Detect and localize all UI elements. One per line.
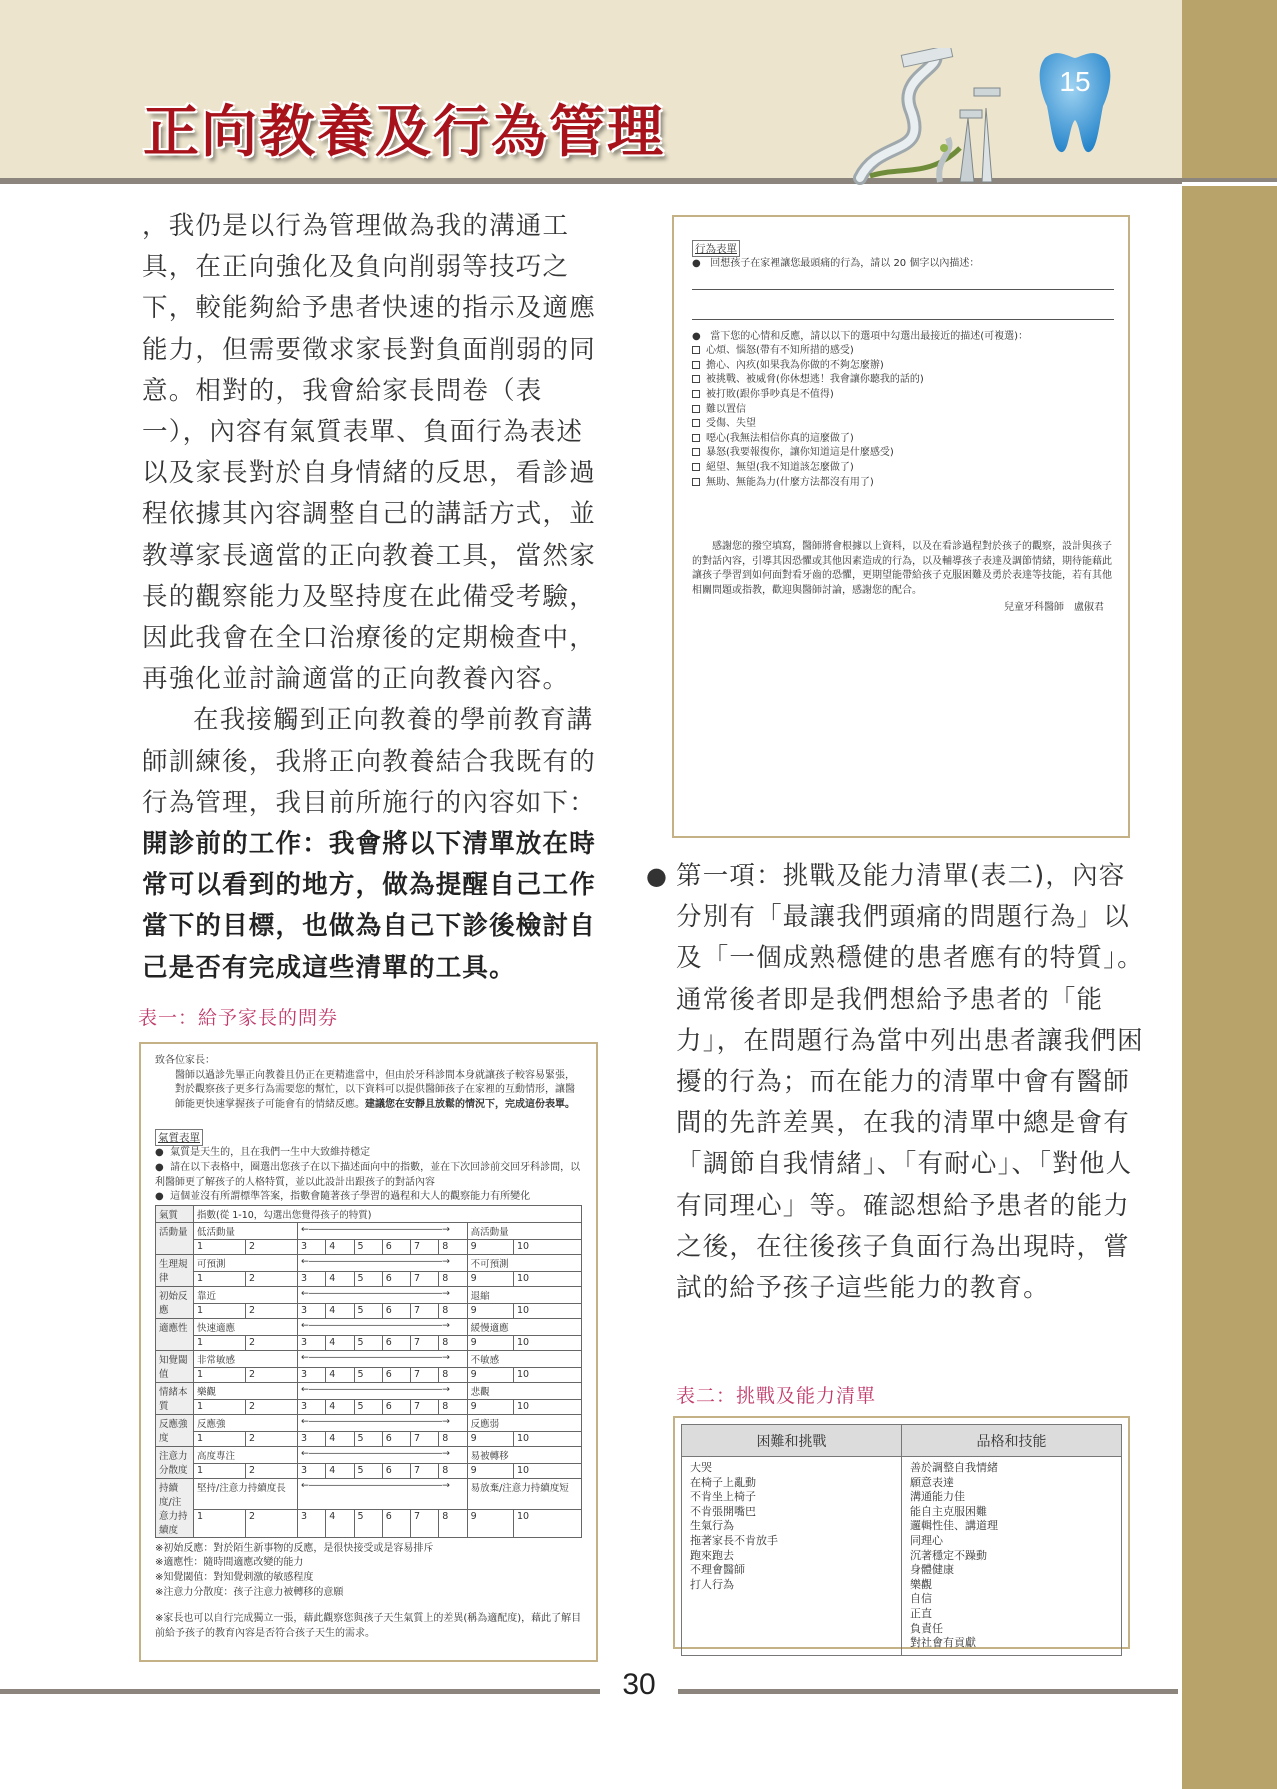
footer-divider [0,1689,600,1694]
trait-high: 不敏感 [467,1350,581,1367]
scale-cell[interactable]: 2 [246,1271,298,1286]
trait-low: 快速適應 [194,1318,298,1335]
checkbox-option[interactable] [692,388,1114,403]
answer-line [692,290,1114,320]
checkbox-option[interactable] [692,373,1114,388]
trait-low: 高度專注 [194,1446,298,1463]
scale-cell[interactable]: 8 [439,1335,467,1350]
scale-row [156,1510,582,1538]
skills-list [902,1457,1122,1656]
column-header: 困難和挑戰 [682,1425,902,1457]
scale-row [156,1463,582,1478]
bullet-item: ● 氣質是天生的，且在我們一生中大致維持穩定 [155,1147,371,1159]
trait-low: 低活動量 [194,1222,298,1239]
skill-item: 善於調整自我情緒 [910,1461,998,1474]
note: ※知覺閾值：對知覺刺激的敏感程度 [155,1571,314,1583]
scale-cell[interactable]: 3 [298,1431,326,1446]
scale-cell[interactable]: 10 [513,1271,581,1286]
temperament-row [156,1318,582,1335]
option-label: 受傷、失望 [706,418,756,430]
header-cell: 指數(從 1-10，勾選出您覺得孩子的特質) [194,1205,582,1222]
tooth-icon [1035,46,1115,158]
scale-cell[interactable]: 4 [326,1399,354,1414]
challenges-list [682,1457,902,1656]
scale-row [156,1303,582,1318]
scale-cell[interactable]: 1 [194,1303,246,1318]
table2-caption: 表二：挑戰及能力清單 [676,1385,877,1407]
scale-cell[interactable]: 4 [326,1303,354,1318]
left-body-text [142,206,604,989]
trait-high: 緩慢適應 [467,1318,581,1335]
skill-item: 願意表達 [910,1475,954,1489]
temperament-title: 氣質表單 [155,1129,203,1146]
scale-cell[interactable]: 7 [411,1239,439,1254]
scale-cell[interactable]: 3 [298,1271,326,1286]
scale-cell[interactable]: 3 [298,1399,326,1414]
scale-arrow: ←――――――――――――――→ [298,1254,468,1271]
trait-high: 高活動量 [467,1222,581,1239]
trait-name: 活動量 [156,1222,194,1254]
closing-text: 感謝您的撥空填寫，醫師將會根據以上資料，以及在看診過程對於孩子的觀察，設計與孩子的對話內容，引導其因恐懼或其他因素造成的行為，以及輔導孩子表達及調節情緒，期待能藉此讓孩子學習到如何面對看牙齒的恐懼，更期望能帶給孩子克服困難及勇於表達等技能，若有其他相關問題或指教，歡迎與醫師討論，感謝您的配合。 [692,541,1112,596]
trait-high: 悲觀 [467,1382,581,1399]
option-label: 心煩、惱怒(帶有不知所措的感受) [706,345,854,357]
skill-item: 身體健康 [910,1563,954,1577]
scale-cell[interactable]: 3 [298,1239,326,1254]
temperament-row [156,1286,582,1303]
scale-cell[interactable]: 6 [382,1367,410,1382]
challenge-item: 跑來跑去 [690,1548,734,1562]
greeting: 致各位家長： [155,1055,215,1066]
scale-cell[interactable]: 2 [246,1367,298,1382]
scale-cell[interactable]: 3 [298,1510,326,1538]
feelings-prompt: ● 當下您的心情和反應，請以以下的選項中勾選出最接近的描述(可複選)： [692,330,1029,342]
temperament-row [156,1382,582,1399]
trait-name: 注意力分散度 [156,1446,194,1478]
trait-low: 樂觀 [194,1382,298,1399]
scale-cell[interactable]: 2 [246,1335,298,1350]
skill-item: 自信 [910,1592,932,1606]
trait-name: 反應強度 [156,1414,194,1446]
challenge-item: 生氣行為 [690,1519,734,1533]
scale-arrow: ←――――――――――――――→ [298,1286,468,1303]
checkbox-option[interactable] [692,417,1114,432]
scale-cell[interactable]: 9 [467,1271,513,1286]
skill-item: 對社會有貢獻 [910,1636,976,1650]
intro-bold: 建議您在安靜且放鬆的情況下，完成這份表單。 [365,1098,575,1110]
scale-cell[interactable]: 4 [326,1367,354,1382]
option-label: 被打敗(跟你爭吵真是不值得) [706,388,834,400]
scale-cell[interactable]: 1 [194,1399,246,1414]
bold-paragraph: 開診前的工作：我會將以下清單放在時常可以看到的地方，做為提醒自己工作當下的目標，也做為自己下診後檢討自己是否有完成這些清單的工具。 [142,829,596,983]
scale-cell[interactable]: 1 [194,1463,246,1478]
scale-cell[interactable]: 10 [513,1510,581,1538]
bullet-icon: ● [646,862,669,890]
temperament-row [156,1350,582,1367]
scale-cell[interactable]: 5 [354,1303,382,1318]
scale-cell[interactable]: 4 [326,1463,354,1478]
side-bar [1182,0,1277,1789]
scale-cell[interactable]: 1 [194,1510,246,1538]
signature: 兒童牙科醫師 盧俶君 [1004,601,1104,613]
temperament-row [156,1222,582,1239]
scale-cell[interactable]: 8 [439,1431,467,1446]
trait-name: 初始反應 [156,1286,194,1318]
checkbox-icon[interactable] [692,448,700,456]
scale-cell[interactable]: 9 [467,1303,513,1318]
scale-cell[interactable]: 9 [467,1335,513,1350]
scale-cell[interactable]: 7 [411,1303,439,1318]
intro: 醫師以過診先畢正向教養且仍正在更精進當中，但由於牙科診間本身就讓孩子較容易緊張，對於觀察孩子更多行為需要您的幫忙，以下資料可以提供醫師孩子在家裡的互動情形，讓醫師能更快速掌握孩子可能會有的情緒反應。 [175,1069,575,1110]
scale-row [156,1239,582,1254]
scale-row [156,1431,582,1446]
scale-cell[interactable]: 4 [326,1335,354,1350]
trait-high: 退縮 [467,1286,581,1303]
temperament-row [156,1254,582,1271]
page-title: 正向教養及行為管理 [143,99,665,165]
scale-cell[interactable]: 10 [513,1399,581,1414]
option-label: 難以置信 [706,403,746,415]
trait-name: 生理規律 [156,1254,194,1286]
trait-low: 反應強 [194,1414,298,1431]
scale-cell[interactable]: 7 [411,1367,439,1382]
scale-arrow: ←――――――――――――――→ [298,1446,468,1463]
checkbox-option[interactable] [692,344,1114,359]
checkbox-option[interactable] [692,403,1114,418]
scale-cell[interactable]: 1 [194,1335,246,1350]
trait-high: 不可預測 [467,1254,581,1271]
header-divider-right [1160,178,1277,182]
note: ※適應性：隨時間適應改變的能力 [155,1557,304,1569]
questionnaire-frame [139,1042,598,1662]
skill-item: 溝通能力佳 [910,1490,965,1504]
scale-cell[interactable]: 10 [513,1463,581,1478]
trait-high: 易放棄/注意力持續度短 [467,1478,581,1509]
checkbox-option[interactable] [692,476,1114,491]
challenge-item: 在椅子上亂動 [690,1475,756,1489]
option-label: 被挑戰、被威脅(你休想逃！我會讓你聽我的話的) [706,374,924,386]
challenge-item: 打人行為 [690,1577,734,1591]
prompt: ● 回想孩子在家裡讓您最頭痛的行為，請以 20 個字以內描述： [692,258,980,269]
trait-low: 靠近 [194,1286,298,1303]
checkbox-icon[interactable] [692,346,700,354]
trait-high: 易被轉移 [467,1446,581,1463]
scale-cell[interactable]: 6 [382,1510,410,1538]
option-label: 無助、無能為力(什麼方法都沒有用了) [706,476,874,488]
challenge-item: 不理會醫師 [690,1563,745,1577]
checkbox-icon[interactable] [692,390,700,398]
scale-cell[interactable]: 9 [467,1463,513,1478]
scale-cell[interactable]: 8 [439,1510,467,1538]
scale-cell[interactable]: 2 [246,1303,298,1318]
trait-name: 適應性 [156,1318,194,1350]
scale-cell[interactable]: 2 [246,1399,298,1414]
checkbox-icon[interactable] [692,419,700,427]
scale-arrow: ←――――――――――――――→ [298,1350,468,1367]
trait-high: 反應弱 [467,1414,581,1431]
scale-cell[interactable]: 5 [354,1510,382,1538]
scale-cell[interactable]: 10 [513,1303,581,1318]
scale-cell[interactable]: 2 [246,1239,298,1254]
scale-cell[interactable]: 2 [246,1463,298,1478]
skill-item: 正直 [910,1606,932,1620]
footer-divider [678,1689,1178,1694]
checkbox-icon[interactable] [692,375,700,383]
scale-cell[interactable]: 6 [382,1303,410,1318]
challenge-item: 大哭 [690,1461,712,1474]
scale-cell[interactable]: 1 [194,1367,246,1382]
scale-cell[interactable]: 1 [194,1431,246,1446]
temperament-row [156,1478,582,1509]
scale-cell[interactable]: 6 [382,1463,410,1478]
ability-table-frame [673,1416,1130,1649]
options-list [692,344,1114,490]
scale-cell[interactable]: 5 [354,1367,382,1382]
scale-row [156,1271,582,1286]
scale-cell[interactable]: 9 [467,1431,513,1446]
sculpture-illustration [840,48,1020,188]
scale-cell[interactable]: 7 [411,1463,439,1478]
trait-name: 知覺閾值 [156,1350,194,1382]
paragraph: 在我接觸到正向教養的學前教育講師訓練後，我將正向教養結合我既有的行為管理，我目前所施行的內容如下： [142,705,596,818]
intro-text [155,1069,582,1113]
checkbox-icon[interactable] [692,478,700,486]
scale-cell[interactable]: 8 [439,1399,467,1414]
scale-cell[interactable]: 8 [439,1463,467,1478]
scale-arrow: ←――――――――――――――→ [298,1382,468,1399]
table1-caption: 表一：給予家長的問券 [138,1007,339,1029]
trait-name: 情緒本質 [156,1382,194,1414]
scale-cell[interactable]: 7 [411,1431,439,1446]
checkbox-icon[interactable] [692,361,700,369]
chapter-badge-number: 15 [1059,66,1091,97]
scale-cell[interactable]: 2 [246,1510,298,1538]
scale-cell[interactable]: 5 [354,1335,382,1350]
checkbox-option[interactable] [692,432,1114,447]
temperament-row [156,1414,582,1431]
trait-low: 堅持/注意力持續度長 [194,1478,298,1509]
checkbox-option[interactable] [692,446,1114,461]
right-body-text [646,856,1144,1309]
scale-cell[interactable]: 8 [439,1303,467,1318]
checkbox-icon[interactable] [692,463,700,471]
scale-cell[interactable]: 4 [326,1239,354,1254]
skill-item: 能自主克服困難 [910,1504,987,1518]
scale-cell[interactable]: 3 [298,1303,326,1318]
scale-cell[interactable]: 6 [382,1431,410,1446]
scale-cell[interactable]: 6 [382,1239,410,1254]
page-number: 30 [622,1668,656,1701]
checkbox-option[interactable] [692,359,1114,374]
scale-arrow: ←――――――――――――――→ [298,1318,468,1335]
scale-arrow: ←――――――――――――――→ [298,1478,468,1509]
option-label: 噁心(我無法相信你真的這麼做了) [706,432,854,444]
skill-item: 邏輯性佳、講道理 [910,1519,998,1533]
scale-row [156,1335,582,1350]
scale-cell[interactable]: 9 [467,1510,513,1538]
challenge-item: 拖著家長不肯放手 [690,1533,778,1547]
answer-line [692,272,1114,290]
scale-cell[interactable]: 8 [439,1271,467,1286]
skill-item: 沉著穩定不躁動 [910,1548,987,1562]
scale-cell[interactable]: 3 [298,1335,326,1350]
trait-low: 可預測 [194,1254,298,1271]
footnote: ※家長也可以自行完成獨立一張，藉此觀察您與孩子天生氣質上的差異(稱為適配度)，藉此了解目前給予孩子的教育內容是否符合孩子天生的需求。 [155,1613,582,1639]
bullet-item: ● 這個並沒有所謂標準答案，指數會隨著孩子學習的過程和大人的觀察能力有所變化 [155,1191,531,1203]
note: ※初始反應：對於陌生新事物的反應，是很快接受或是容易排斥 [155,1542,434,1554]
checkbox-icon[interactable] [692,405,700,413]
temperament-row [156,1446,582,1463]
scale-cell[interactable]: 9 [467,1367,513,1382]
scale-cell[interactable]: 10 [513,1239,581,1254]
scale-cell[interactable]: 3 [298,1367,326,1382]
scale-cell[interactable]: 6 [382,1335,410,1350]
option-label: 擔心、內疚(如果我為你做的不夠怎麼辦) [706,359,884,371]
scale-cell[interactable]: 8 [439,1239,467,1254]
scale-cell[interactable]: 8 [439,1367,467,1382]
checkbox-icon[interactable] [692,434,700,442]
note: ※注意力分散度：孩子注意力被轉移的意願 [155,1586,344,1598]
ability-table [681,1424,1122,1656]
scale-cell[interactable]: 9 [467,1239,513,1254]
scale-cell[interactable]: 1 [194,1271,246,1286]
behavior-form-title: 行為表單 [692,240,740,257]
skill-item: 負責任 [910,1621,943,1635]
skill-item: 同理心 [910,1533,943,1547]
option-label: 絕望、無望(我不知道該怎麼做了) [706,461,854,473]
scale-cell[interactable]: 4 [326,1431,354,1446]
challenge-item: 不肯張開嘴巴 [690,1504,756,1518]
scale-arrow: ←――――――――――――――→ [298,1414,468,1431]
scale-cell[interactable]: 7 [411,1271,439,1286]
scale-cell[interactable]: 5 [354,1239,382,1254]
scale-cell[interactable]: 10 [513,1367,581,1382]
scale-cell[interactable]: 10 [513,1431,581,1446]
scale-cell[interactable]: 7 [411,1510,439,1538]
scale-cell[interactable]: 4 [326,1271,354,1286]
scale-cell[interactable]: 6 [382,1271,410,1286]
paragraph: ，我仍是以行為管理做為我的溝通工具，在正向強化及負向削弱等技巧之下，較能夠給予患者快速的指示及適應能力，但需要徵求家長對負面削弱的同意。相對的，我會給家長問卷（表一），內容有氣質表單、負面行為表述以及家長對於自身情緒的反思，看診過程依據其內容調整自己的講話方式，並教導家長適當的正向教養工具，當然家長的觀察能力及堅持度在此備受考驗，因此我會在全口治療後的定期檢查中，再強化並討論適當的正向教養內容。 [142,211,596,695]
scale-cell[interactable]: 2 [246,1431,298,1446]
temperament-table [155,1205,582,1538]
scale-cell[interactable]: 4 [326,1510,354,1538]
scale-cell[interactable]: 7 [411,1399,439,1414]
scale-cell[interactable]: 5 [354,1399,382,1414]
option-label: 暴怒(我要報復你，讓你知道這是什麼感受) [706,447,894,459]
scale-cell[interactable]: 5 [354,1431,382,1446]
header-cell: 氣質 [156,1205,194,1222]
skill-item: 樂觀 [910,1577,932,1591]
scale-cell[interactable]: 7 [411,1335,439,1350]
scale-cell[interactable]: 5 [354,1463,382,1478]
scale-cell[interactable]: 6 [382,1399,410,1414]
scale-cell[interactable]: 9 [467,1399,513,1414]
trait-name: 持續度/注意力持續度 [156,1478,194,1537]
scale-cell[interactable]: 5 [354,1271,382,1286]
scale-row [156,1367,582,1382]
scale-row [156,1399,582,1414]
bullet-item: ● 請在以下表格中，圈選出您孩子在以下描述面向中的指數，並在下次回診前交回牙科診間，以利醫師更了解孩子的人格特質，並以此設計出跟孩子的對話內容 [155,1161,581,1188]
scale-cell[interactable]: 3 [298,1463,326,1478]
challenge-item: 不肯坐上椅子 [690,1490,756,1504]
trait-low: 非常敏感 [194,1350,298,1367]
behavior-form-frame [672,215,1130,838]
scale-cell[interactable]: 10 [513,1335,581,1350]
scale-cell[interactable]: 1 [194,1239,246,1254]
scale-arrow: ←――――――――――――――→ [298,1222,468,1239]
paragraph: 第一項：挑戰及能力清單(表二)，內容分別有「最讓我們頭痛的問題行為」以及「一個成熟穩健的患者應有的特質」。通常後者即是我們想給予患者的「能力」，在問題行為當中列出患者讓我們困擾的行為；而在能力的清單中會有醫師間的先許差異，在我的清單中總是會有「調節自我情緒」、「有耐心」、「對他人有同理心」等。確認想給予患者的能力之後，在往後孩子負面行為出現時，嘗試的給予孩子這些能力的教育。 [676,861,1144,1304]
checkbox-option[interactable] [692,461,1114,476]
column-header: 品格和技能 [902,1425,1122,1457]
